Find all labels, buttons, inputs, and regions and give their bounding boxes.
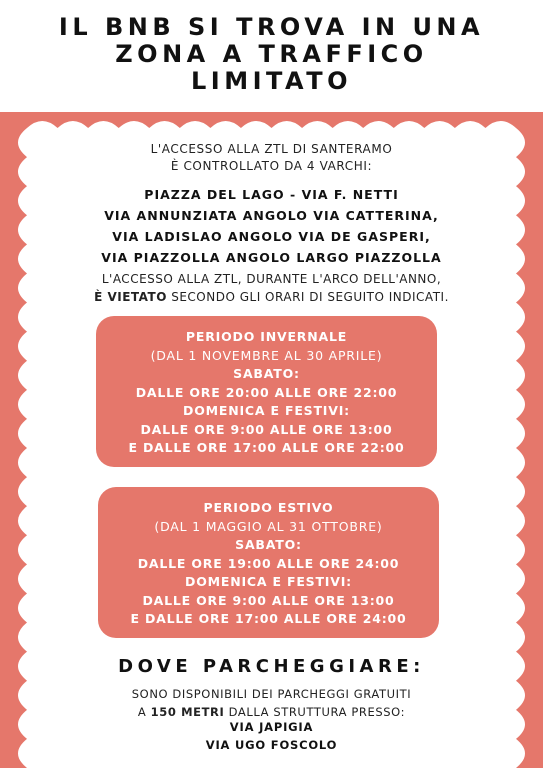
access-notice xyxy=(0,270,543,306)
summer-sunday-hours-2: E DALLE ORE 17:00 ALLE ORE 24:00 xyxy=(130,611,407,626)
parking-line-2-suffix: DALLA STRUTTURA PRESSO: xyxy=(224,705,406,719)
gate-item: VIA ANNUNZIATA ANGOLO VIA CATTERINA, xyxy=(104,208,439,223)
parking-line-2-prefix: A xyxy=(137,705,151,719)
parking-heading: DOVE PARCHEGGIARE: xyxy=(118,656,425,677)
summer-saturday-hours: DALLE ORE 19:00 ALLE ORE 24:00 xyxy=(137,555,400,571)
summer-saturday-label: SABATO: xyxy=(235,537,302,552)
parking-streets xyxy=(0,718,543,754)
gates-list xyxy=(0,184,543,268)
gate-item: PIAZZA DEL LAGO - VIA F. NETTI xyxy=(144,187,399,202)
winter-sunday-hours-1: DALLE ORE 9:00 ALLE ORE 13:00 xyxy=(140,421,393,437)
intro-line-1: L'ACCESSO ALLA ZTL DI SANTERAMO xyxy=(150,142,393,156)
gate-item: VIA PIAZZOLLA ANGOLO LARGO PIAZZOLLA xyxy=(101,250,442,265)
gate-item: VIA LADISLAO ANGOLO VIA DE GASPERI, xyxy=(112,229,431,244)
notice-line-2 xyxy=(0,288,543,306)
winter-period-title: PERIODO INVERNALE xyxy=(185,329,348,344)
ztl-intro xyxy=(0,141,543,175)
summer-period-title: PERIODO ESTIVO xyxy=(203,500,334,515)
summer-sunday-hours-1: DALLE ORE 9:00 ALLE ORE 13:00 xyxy=(142,592,395,608)
winter-period-range: (DAL 1 NOVEMBRE AL 30 APRILE) xyxy=(150,347,383,363)
parking-distance: 150 METRI xyxy=(150,705,225,719)
title-line-3: LIMITATO xyxy=(190,67,353,95)
winter-sunday-hours-2: E DALLE ORE 17:00 ALLE ORE 22:00 xyxy=(128,440,405,455)
summer-period-box xyxy=(98,487,439,638)
notice-line-2-rest: SECONDO GLI ORARI DI SEGUITO INDICATI. xyxy=(166,290,449,304)
winter-period-box xyxy=(96,316,437,467)
summer-sunday-label: DOMENICA E FESTIVI: xyxy=(185,574,352,589)
parking-line-1: SONO DISPONIBILI DEI PARCHEGGI GRATUITI xyxy=(131,687,412,701)
parking-street: VIA UGO FOSCOLO xyxy=(205,738,338,752)
summer-period-range: (DAL 1 MAGGIO AL 31 OTTOBRE) xyxy=(154,518,383,534)
title-line-1: IL BNB SI TROVA IN UNA xyxy=(58,13,485,41)
parking-description xyxy=(0,685,543,721)
winter-saturday-hours: DALLE ORE 20:00 ALLE ORE 22:00 xyxy=(135,384,398,400)
intro-line-2: È CONTROLLATO DA 4 VARCHI: xyxy=(170,159,373,173)
winter-sunday-label: DOMENICA E FESTIVI: xyxy=(183,403,350,418)
forbidden-label: È VIETATO xyxy=(94,290,167,304)
page-title xyxy=(0,14,543,95)
notice-line-1: L'ACCESSO ALLA ZTL, DURANTE L'ARCO DELL'ANNO, xyxy=(101,272,442,286)
parking-street: VIA JAPIGIA xyxy=(229,720,314,734)
title-line-2: ZONA A TRAFFICO xyxy=(115,40,428,68)
winter-saturday-label: SABATO: xyxy=(233,366,300,381)
